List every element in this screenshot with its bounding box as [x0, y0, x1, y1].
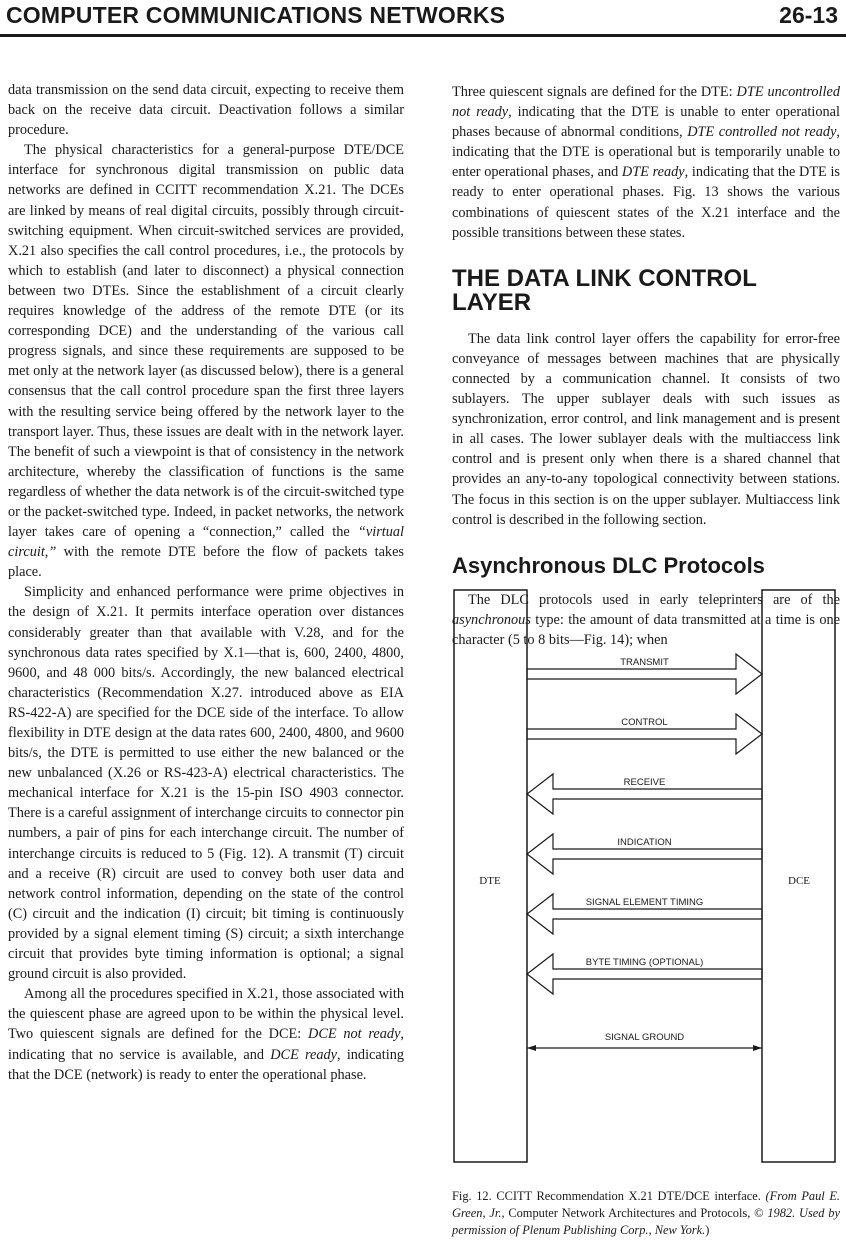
paragraph: The data link control layer offers the capability for error-free conveyance of messages between machines that are physically connected by a communication channel. It consists of two sublayers. The upper sublayer deals with such issues as synchronization, error control, and link management and is present in all cases. The lower sublayer deals with the multiaccess link control and is present only when there is a shared channel that provides an any-to-any topological connectivity between stations. The focus in this section is on the upper sublayer. Multiaccess link control is described in the following section.	[452, 330, 840, 528]
header-rule	[0, 34, 846, 37]
text-run: Computer Network Architectures and Protocols, ©	[504, 1206, 768, 1220]
paragraph	[8, 984, 404, 1084]
italic-text: DTE controlled not ready	[687, 124, 837, 141]
signal-label: SIGNAL ELEMENT TIMING	[585, 897, 704, 908]
text-run: The DLC protocols used in early teleprinters are of the	[468, 591, 840, 608]
page-number: 26-13	[779, 2, 838, 28]
italic-text: DCE ready	[270, 1046, 338, 1063]
paragraph: Simplicity and enhanced performance were prime objectives in the design of X.21. It permits interface operation over distances considerably greater than that available with V.28, and for the synchronous data rates specified by X.1—that is, 600, 2400, 4800, 9600, and 48 000 bits/s. Accordingly, the new balanced electrical characteristics (Recommendation X.27. introduced above as EIA RS-422-A) are specified for the DCE side of the interface. To allow flexibility in DTE design at the data rates 600, 2400, 4800, and 9600 bits/s, the DTE is permitted to use either the new balanced or the new unbalanced (X.26 or RS-423-A) electrical characteristics. The mechanical interface for X.21 is the 15-pin ISO 4903 connector. There is a careful assignment of interchange circuits to connector pin numbers, a pair of pins for each interchange circuit. The number of interchange circuits is reduced to 5 (Fig. 12). A transmit (T) circuit and a receive (R) circuit are used to convey both user data and network control information, depending on the state of the control (C) circuit and the indication (I) circuit; bit timing is continuously provided by a signal element timing (S) circuit; a sixth interchange circuit that provides byte timing information is optional; a signal ground circuit is also provided.	[8, 584, 404, 983]
text-run: with the remote DTE before the flow of packets takes place.	[8, 544, 404, 581]
running-title: COMPUTER COMMUNICATIONS NETWORKS	[6, 2, 506, 28]
text-run: The physical characteristics for a general-purpose DTE/DCE interface for synchronous digital transmission on public data networks are defined in CCITT recommendation X.21. The DCEs are linked by means of real digital circuits, possibly through circuit-switching equipment. When circuit-switched services are provided, X.21 also specifies the call control procedures, i.e., the protocols by which to establish (and later to disconnect) a physical connection between two DTEs. Since the establishment of a circuit clearly requires knowledge of the address of the remote DTE (or its corresponding DCE) and the understanding of the various call progress signals, and since these requirements are supposed to be met only at the network layer (as discussed below), there is a general consensus that the call control procedure span the first three layers with the resulting service being offered by the network layer to the transport layer. Thus, these issues are dealt with in the network layer. The benefit of such a viewpoint is that of consistency in the network architecture, whereby the classification of functions is the same regardless of whether the data network is of the circuit-switched type or the packet-switched type. Indeed, in packet networks, the network layer takes care of opening a “connection,” called the	[8, 142, 404, 541]
subsection-heading: Asynchronous DLC Protocols	[452, 552, 765, 578]
signal-arrows	[527, 654, 762, 1051]
signal-label: TRANSMIT	[620, 657, 669, 668]
interface-diagram	[452, 588, 840, 1168]
dce-label: DCE	[788, 875, 810, 887]
text-run: , indicating that the DTE is ready to enter operational phases. Fig. 13 shows the various combinations of quiescent states of the X.21 interface and the possible transitions between these states.	[452, 164, 840, 241]
text-run: type: the amount of data transmitted at a time is one character (5 to 8 bits—Fig. 14); when	[452, 611, 840, 648]
figure-caption	[452, 1188, 840, 1239]
text-run: )	[705, 1223, 710, 1237]
text-run: , indicating that the DCE (network) is ready to enter the operational phase.	[8, 1046, 404, 1083]
italic-text: DTE ready	[621, 164, 685, 181]
signal-label: BYTE TIMING (OPTIONAL)	[585, 957, 704, 968]
left-column	[8, 80, 404, 1085]
figure-x21-interface	[452, 588, 840, 1168]
text-run: , indicating that the DTE is operational but is temporarily unable to enter operational phases, and	[452, 124, 840, 181]
italic-text: DTE uncontrolled not ready	[452, 84, 840, 121]
paragraph	[8, 140, 404, 582]
text-run: Three quiescent signals are defined for the DTE:	[452, 84, 737, 100]
italic-text: “virtual circuit,”	[8, 524, 404, 561]
signal-label: CONTROL	[621, 717, 668, 728]
text-run: , indicating that no service is available, and	[8, 1026, 404, 1063]
italic-text: (From Paul E. Green, Jr.,	[452, 1189, 840, 1220]
italic-text: 1982. Used by permission of Plenum Publishing Corp., New York.	[452, 1206, 840, 1237]
italic-text: asynchronous	[452, 611, 531, 628]
text-run: Fig. 12. CCITT Recommendation X.21 DTE/DCE interface.	[452, 1189, 766, 1203]
signal-label: SIGNAL GROUND	[604, 1032, 685, 1043]
signal-label: INDICATION	[617, 837, 672, 848]
italic-text: DCE not ready	[308, 1026, 401, 1043]
arrowhead-right	[753, 1045, 762, 1051]
dte-label: DTE	[479, 875, 501, 887]
signal-label: RECEIVE	[623, 777, 666, 788]
text-run: Among all the procedures specified in X.21, those associated with the quiescent phase are agreed upon to be within the physical level. Two quiescent signals are defined for the DCE:	[8, 986, 404, 1043]
paragraph: data transmission on the send data circuit, expecting to receive them back on the receive data circuit. Deactivation follows a similar procedure.	[8, 82, 404, 139]
arrowhead-left	[527, 1045, 536, 1051]
text-run: , indicating that the DTE is unable to enter operational phases because of abnormal conditions,	[452, 104, 840, 141]
section-heading: THE DATA LINK CONTROL LAYER	[452, 264, 757, 316]
paragraph	[452, 82, 840, 243]
right-column	[452, 82, 840, 650]
